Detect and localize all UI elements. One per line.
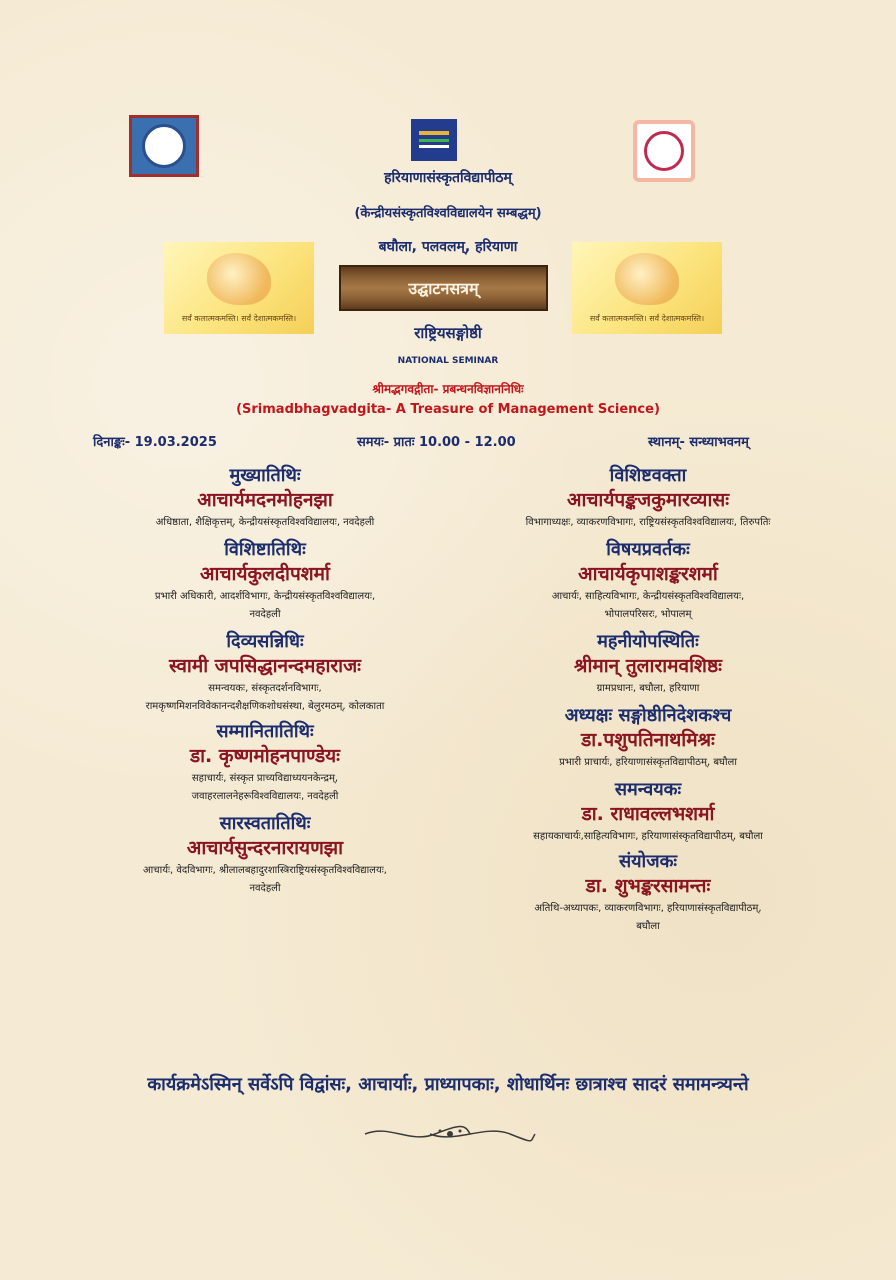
guest-description: प्रभारी प्राचार्यः, हरियाणासंस्कृतविद्यापीठम्, बघौला	[559, 756, 737, 768]
role-label: विशिष्टवक्ता	[609, 465, 687, 486]
role-label: समन्वयकः	[614, 778, 682, 800]
role-label: सारस्वतातिथिः	[219, 812, 311, 834]
role-label: संयोजकः	[618, 850, 678, 872]
guest-description: अधिष्ठाता, शैक्षिकृत्तम्, केन्द्रीयसंस्कृतविश्वविद्यालयः, नवदेहली	[155, 516, 375, 528]
institute-name: हरियाणासंस्कृतविद्यापीठम्	[384, 170, 512, 186]
guest-name: स्वामी जपसिद्धानन्दमहाराजः	[168, 655, 362, 678]
guest-description: ग्रामप्रधानः, बघौला, हरियाणा	[596, 682, 700, 694]
role-label: महनीयोपस्थितिः	[597, 630, 699, 652]
guest-block	[448, 464, 848, 532]
ganesha-image-icon	[572, 242, 722, 334]
guest-description: सहाचार्यः, संस्कृत प्राच्यविद्याध्ययनकेन्द्रम्,	[191, 772, 339, 784]
guest-block	[448, 538, 848, 624]
event-time: समयः- प्रातः 10.00 - 12.00	[357, 435, 516, 450]
guest-block	[60, 538, 470, 624]
topic-sanskrit: श्रीमद्भगवद्गीता- प्रबन्धनविज्ञाननिधिः	[372, 382, 524, 396]
guest-description: बघौला	[636, 920, 660, 932]
ganesh-caption: सर्वं कलात्मकमस्ति। सर्वं देशात्मकमस्ति।	[181, 313, 297, 323]
role-label: विशिष्टातिथिः	[224, 538, 306, 560]
guest-description: विभागाध्यक्षः, व्याकरणविभागः, राष्ट्रियसंस्कृतविश्वविद्यालयः, तिरुपतिः	[525, 516, 771, 528]
guest-name: आचार्यपङ्कजकुमारव्यासः	[566, 489, 730, 512]
guest-name: डा. शुभङ्करसामन्तः	[585, 875, 711, 898]
guest-block	[448, 850, 848, 936]
guest-description: रामकृष्णमिशनविवेकानन्दशैक्षणिकशोधसंस्था, बेलुरमठम्, कोलकाता	[145, 700, 385, 712]
guest-description: नवदेहली	[249, 882, 281, 894]
guest-description: समन्वयकः, संस्कृतदर्शनविभागः,	[208, 682, 322, 694]
guest-block	[60, 630, 470, 716]
guest-description: प्रभारी अधिकारी, आदर्शविभागः, केन्द्रीयसंस्कृतविश्वविद्यालयः,	[154, 590, 376, 602]
event-venue: स्थानम्- सन्ध्याभवनम्	[648, 435, 749, 450]
guest-block	[448, 704, 848, 772]
guest-name: आचार्यसुन्दरनारायणझा	[186, 837, 344, 860]
guest-block	[448, 778, 848, 846]
role-label: विषयप्रवर्तकः	[606, 538, 690, 560]
guest-description: सहायकाचार्यः,साहित्यविभागः, हरियाणासंस्कृतविद्यापीठम्, बघौला	[533, 830, 763, 842]
institute-affiliation: (केन्द्रीयसंस्कृतविश्वविद्यालयेन सम्बद्धम्)	[354, 206, 542, 221]
session-banner: उद्घाटनसत्रम्	[339, 265, 548, 311]
institute-logo-icon	[411, 119, 457, 161]
guest-name: श्रीमान् तुलारामवशिष्ठः	[574, 655, 722, 678]
guest-block	[448, 630, 848, 698]
guest-name: डा.पशुपतिनाथमिश्रः	[581, 729, 715, 752]
topic-english: (Srimadbhagvadgita- A Treasure of Management Science)	[236, 402, 660, 417]
role-label: दिव्यसन्निधिः	[226, 630, 304, 652]
guest-name: डा. राधावल्लभशर्मा	[581, 803, 715, 826]
institute-location: बघौला, पलवलम्, हरियाणा	[378, 239, 518, 255]
invitation-line: कार्यक्रमेऽस्मिन् सर्वेऽपि विद्वांसः, आचार्याः, प्राध्यापकाः, शोधार्थिनः छात्राश्च सादरं समामन्त्र्यन्ते	[147, 1074, 749, 1095]
seminar-title-sanskrit: राष्ट्रियसङ्गोष्ठी	[414, 324, 482, 342]
guest-name: आचार्यमदनमोहनझा	[197, 489, 333, 512]
guest-block	[60, 720, 470, 806]
role-label: अध्यक्षः सङ्गोष्ठीनिदेशकश्च	[564, 704, 732, 726]
guest-description: नवदेहली	[249, 608, 281, 620]
role-label: मुख्यातिथिः	[229, 465, 301, 486]
guest-description: भोपालपरिसरः, भोपालम्	[604, 608, 692, 620]
ganesha-image-icon	[164, 242, 314, 334]
guest-description: आचार्यः, साहित्यविभागः, केन्द्रीयसंस्कृतविश्वविद्यालयः,	[551, 590, 745, 602]
role-label: सम्मानितातिथिः	[216, 720, 314, 742]
guest-name: डा. कृष्णमोहनपाण्डेयः	[189, 745, 341, 768]
left-column	[60, 464, 470, 898]
guest-description: जवाहरलालनेहरूविश्वविद्यालयः, नवदेहली	[191, 790, 339, 802]
right-column	[448, 464, 848, 936]
event-date: दिनाङ्कः- 19.03.2025	[93, 435, 217, 450]
guest-description: आचार्यः, वेदविभागः, श्रीलालबहादुरशास्त्रिराष्ट्रियसंस्कृतविश्वविद्यालयः,	[143, 864, 387, 876]
decorative-divider-icon	[360, 1124, 540, 1144]
guest-name: आचार्यकृपाशङ्करशर्मा	[578, 563, 718, 586]
seminar-title-english: NATIONAL SEMINAR	[397, 356, 499, 366]
guest-description: अतिथि-अध्यापकः, व्याकरणविभागः, हरियाणासंस्कृतविद्यापीठम्,	[534, 902, 762, 914]
guest-block	[60, 812, 470, 898]
ganesh-caption: सर्वं कलात्मकमस्ति। सर्वं देशात्मकमस्ति।	[589, 313, 705, 323]
guest-name: आचार्यकुलदीपशर्मा	[200, 563, 330, 586]
guest-block	[60, 464, 470, 532]
